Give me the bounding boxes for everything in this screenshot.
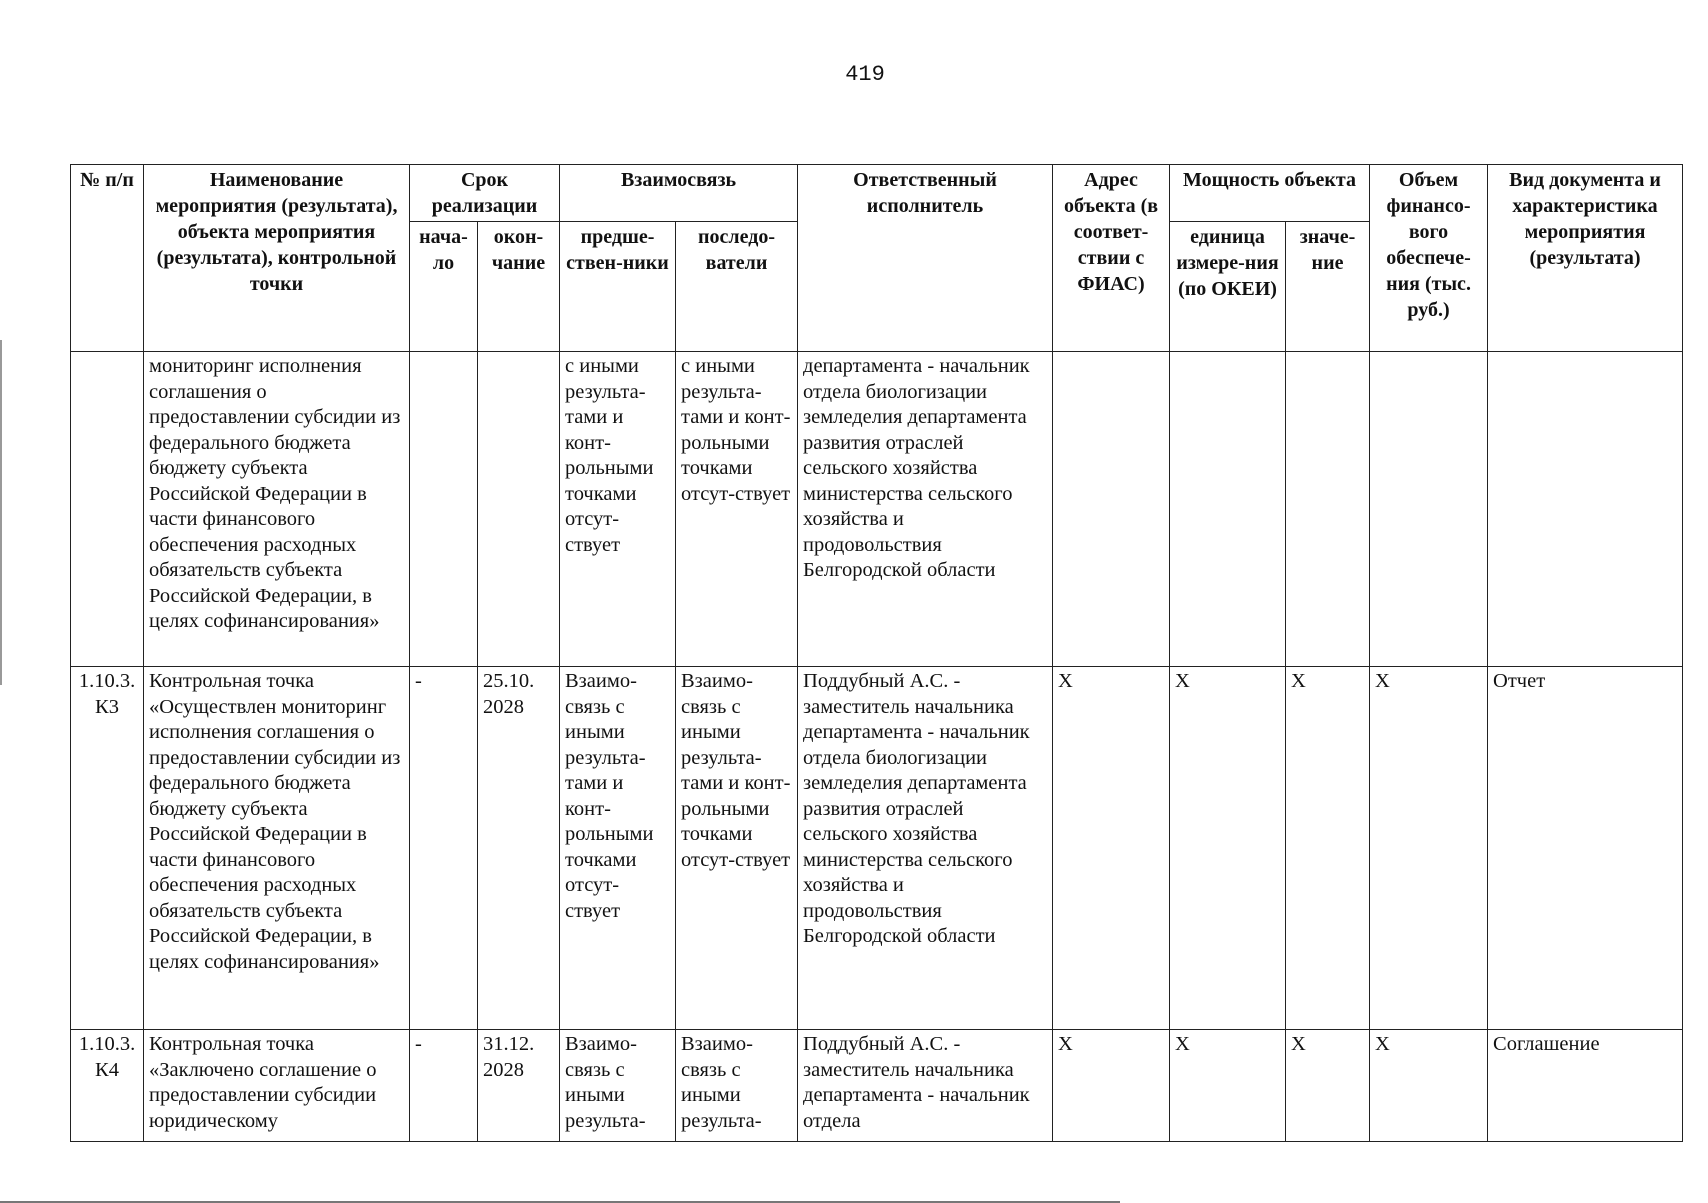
header-name: Наименование мероприятия (результата), объекта мероприятия (результата), контрольной точки bbox=[144, 165, 410, 352]
header-cap-value: значе-ние bbox=[1286, 222, 1370, 352]
header-term-start: нача-ло bbox=[410, 222, 478, 352]
cell-doc: Соглашение bbox=[1488, 1030, 1683, 1142]
table-row bbox=[71, 352, 1683, 667]
cell-prev: с иными результа-тами и конт-рольными точками отсут-ствует bbox=[560, 352, 676, 667]
header-rel-prev: предше-ствен-ники bbox=[560, 222, 676, 352]
cell-num: 1.10.3. К3 bbox=[71, 667, 144, 1030]
cell-num: 1.10.3. К4 bbox=[71, 1030, 144, 1142]
cell-responsible: департамента - начальник отдела биологизации земледелия департамента развития отраслей сельского хозяйства министерства сельского хозяйства и продовольствия Белгородской области bbox=[798, 352, 1053, 667]
header-rel-next: последо-ватели bbox=[676, 222, 798, 352]
cell-doc: Отчет bbox=[1488, 667, 1683, 1030]
table-row bbox=[71, 667, 1683, 1030]
cell-unit bbox=[1170, 352, 1286, 667]
cell-name: Контрольная точка «Осуществлен мониторинг исполнения соглашения о предоставлении субсидии из федерального бюджета бюджету субъекта Российской Федерации в части финансового обеспечения расходных обязательств субъекта Российской Федерации, в целях софинансирования» bbox=[144, 667, 410, 1030]
cell-responsible: Поддубный А.С. - заместитель начальника департамента - начальник отдела bbox=[798, 1030, 1053, 1142]
header-capacity: Мощность объекта bbox=[1170, 165, 1370, 222]
header-cap-unit: единица измере-ния (по ОКЕИ) bbox=[1170, 222, 1286, 352]
cell-end: 31.12. 2028 bbox=[478, 1030, 560, 1142]
cell-prev: Взаимо-связь с иными результа- bbox=[560, 1030, 676, 1142]
header-relation: Взаимосвязь bbox=[560, 165, 798, 222]
cell-unit: Х bbox=[1170, 1030, 1286, 1142]
cell-start: - bbox=[410, 1030, 478, 1142]
cell-start: - bbox=[410, 667, 478, 1030]
cell-value: Х bbox=[1286, 667, 1370, 1030]
cell-next: Взаимо-связь с иными результа- bbox=[676, 1030, 798, 1142]
cell-unit: Х bbox=[1170, 667, 1286, 1030]
cell-end bbox=[478, 352, 560, 667]
header-term-end: окон-чание bbox=[478, 222, 560, 352]
scan-edge-mark bbox=[0, 340, 2, 685]
cell-start bbox=[410, 352, 478, 667]
cell-name: мониторинг исполнения соглашения о предоставлении субсидии из федерального бюджета бюджету субъекта Российской Федерации в части финансового обеспечения расходных обязательств субъекта Российской Федерации, в целях софинансирования» bbox=[144, 352, 410, 667]
cell-address: Х bbox=[1053, 1030, 1170, 1142]
cell-address: Х bbox=[1053, 667, 1170, 1030]
cell-doc bbox=[1488, 352, 1683, 667]
header-term: Срок реализации bbox=[410, 165, 560, 222]
cell-address bbox=[1053, 352, 1170, 667]
header-num: № п/п bbox=[71, 165, 144, 352]
cell-finance: Х bbox=[1370, 1030, 1488, 1142]
cell-next: Взаимо-связь с иными результа-тами и конт-рольными точками отсут-ствует bbox=[676, 667, 798, 1030]
header-finance: Объем финансо-вого обеспече-ния (тыс. руб.) bbox=[1370, 165, 1488, 352]
header-address: Адрес объекта (в соответ-ствии с ФИАС) bbox=[1053, 165, 1170, 352]
cell-next: с иными результа-тами и конт-рольными точками отсут-ствует bbox=[676, 352, 798, 667]
cell-responsible: Поддубный А.С. - заместитель начальника департамента - начальник отдела биологизации земледелия департамента развития отраслей сельского хозяйства министерства сельского хозяйства и продовольствия Белгородской области bbox=[798, 667, 1053, 1030]
header-responsible: Ответственный исполнитель bbox=[798, 165, 1053, 352]
cell-end: 25.10. 2028 bbox=[478, 667, 560, 1030]
cell-finance: Х bbox=[1370, 667, 1488, 1030]
header-doc: Вид документа и характеристика мероприятия (результата) bbox=[1488, 165, 1683, 352]
table-row bbox=[71, 1030, 1683, 1142]
cell-name: Контрольная точка «Заключено соглашение о предоставлении субсидии юридическому bbox=[144, 1030, 410, 1142]
cell-finance bbox=[1370, 352, 1488, 667]
page-number: 419 bbox=[845, 62, 885, 87]
cell-prev: Взаимо-связь с иными результа-тами и конт-рольными точками отсут-ствует bbox=[560, 667, 676, 1030]
cell-num bbox=[71, 352, 144, 667]
cell-value: Х bbox=[1286, 1030, 1370, 1142]
cell-value bbox=[1286, 352, 1370, 667]
plan-table bbox=[70, 164, 1683, 1142]
